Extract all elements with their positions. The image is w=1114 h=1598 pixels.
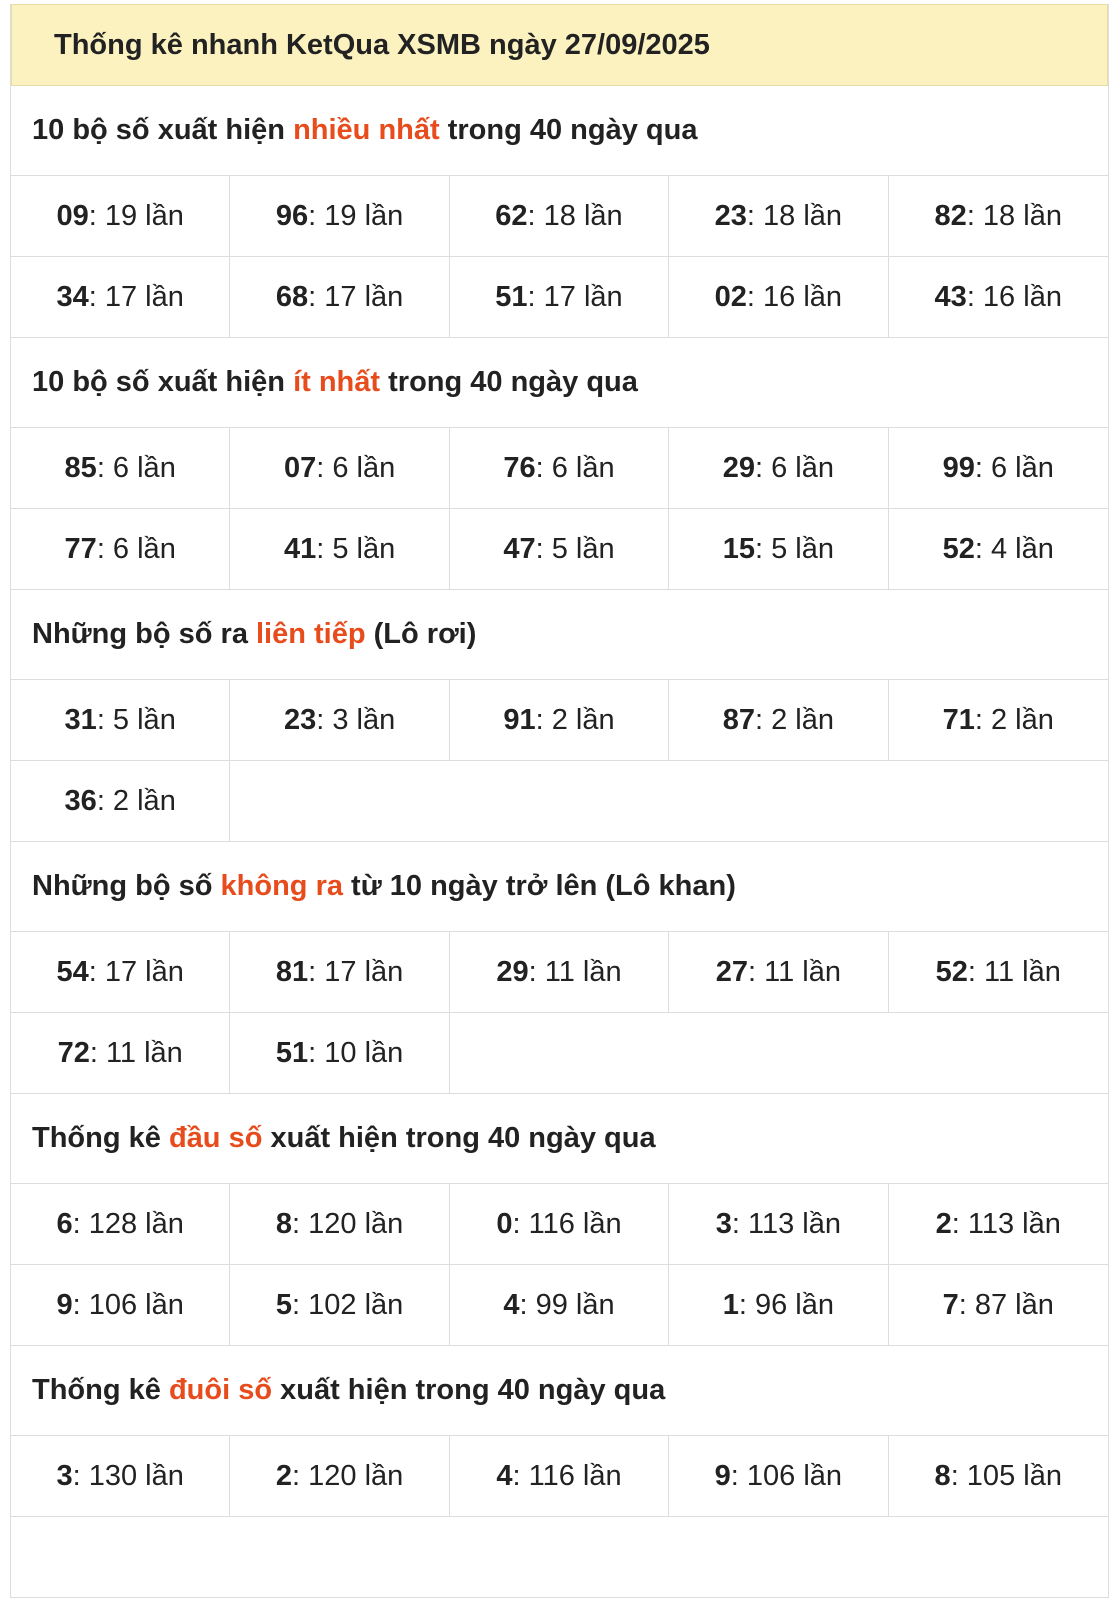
stat-separator: : (512, 1459, 521, 1492)
stat-count: 16 lần (754, 280, 843, 313)
stat-separator: : (731, 1207, 740, 1240)
stat-number: 29 (496, 955, 529, 988)
stat-separator: : (754, 703, 764, 736)
stat-cell (11, 1184, 230, 1264)
section-title (11, 338, 1108, 428)
stat-number: 72 (57, 1036, 90, 1069)
stat-cell (450, 428, 669, 508)
stat-count: 18 lần (974, 199, 1062, 232)
stats-row (11, 1517, 1108, 1598)
stat-separator: : (966, 280, 975, 313)
stat-count: 116 lần (520, 1459, 622, 1492)
stat-number: 91 (503, 703, 536, 736)
stat-count: 106 lần (80, 1288, 184, 1321)
stat-count: 6 lần (543, 451, 615, 484)
stat-cell (450, 680, 669, 760)
stat-cell (230, 428, 449, 508)
stat-count: 17 lần (316, 955, 404, 988)
stat-count: 16 lần (974, 280, 1062, 313)
section-title-text: xuất hiện trong 40 ngày qua (272, 1374, 666, 1406)
stat-count: 106 lần (738, 1459, 843, 1492)
section-title-text: Những bộ số ra (32, 618, 256, 650)
stat-separator: : (730, 1459, 739, 1492)
stat-separator: : (88, 199, 97, 232)
empty-cell (889, 1013, 1108, 1093)
stat-number: 2 (935, 1207, 952, 1240)
empty-cell (11, 1517, 230, 1597)
stat-count: 102 lần (300, 1288, 404, 1321)
stat-separator: : (308, 1036, 317, 1069)
stat-number: 4 (496, 1459, 513, 1492)
stat-count: 18 lần (535, 199, 623, 232)
stat-number: 27 (715, 955, 748, 988)
stat-count: 3 lần (324, 703, 396, 736)
section-title (11, 86, 1108, 176)
section-title-text: xuất hiện trong 40 ngày qua (262, 1122, 656, 1154)
stat-separator: : (974, 532, 983, 565)
stats-row (11, 1013, 1108, 1094)
stat-cell (11, 1436, 230, 1516)
stat-cell (230, 1013, 449, 1093)
stat-cell (230, 680, 449, 760)
stat-separator: : (308, 280, 317, 313)
stat-count: 120 lần (300, 1207, 404, 1240)
stat-count: 19 lần (96, 199, 184, 232)
stat-separator: : (974, 703, 983, 736)
stat-number: 23 (283, 703, 317, 736)
stat-number: 71 (942, 703, 975, 736)
stat-count: 96 lần (746, 1288, 834, 1321)
stat-number: 41 (283, 532, 317, 565)
stat-count: 128 lần (80, 1207, 184, 1240)
stat-count: 6 lần (982, 451, 1054, 484)
stat-count: 5 lần (324, 532, 396, 565)
stat-number: 47 (503, 532, 536, 565)
section-title-text: (Lô rơi) (365, 618, 477, 650)
stat-cell (889, 1265, 1108, 1345)
section-title-text: trong 40 ngày qua (380, 366, 638, 398)
stat-number: 15 (722, 532, 755, 565)
stat-separator: : (72, 1459, 81, 1492)
stat-count: 99 lần (527, 1288, 615, 1321)
stat-cell (450, 257, 669, 337)
stat-number: 51 (495, 280, 528, 313)
stat-cell (450, 1265, 669, 1345)
section-title-highlight: ít nhất (293, 366, 381, 398)
stat-separator: : (292, 1288, 301, 1321)
stat-separator: : (527, 280, 536, 313)
section-title-highlight: liên tiếp (256, 618, 366, 650)
stat-separator: : (316, 532, 325, 565)
stat-cell (230, 1265, 449, 1345)
stat-separator: : (72, 1288, 81, 1321)
section-title-text: 10 bộ số xuất hiện (32, 366, 294, 398)
stat-number: 8 (275, 1207, 293, 1240)
stat-cell (11, 176, 230, 256)
stat-count: 17 lần (96, 280, 184, 313)
stat-number: 2 (275, 1459, 293, 1492)
stat-count: 130 lần (80, 1459, 184, 1492)
stat-number: 87 (722, 703, 755, 736)
stat-separator: : (746, 199, 755, 232)
stat-separator: : (754, 451, 764, 484)
stat-number: 43 (934, 280, 967, 313)
stat-separator: : (308, 199, 317, 232)
stat-count: 4 lần (982, 532, 1054, 565)
stat-cell (889, 680, 1108, 760)
section-title (11, 1094, 1108, 1184)
stat-count: 6 lần (104, 532, 176, 565)
section-title-text: từ 10 ngày trở lên (Lô khan) (343, 870, 736, 902)
stat-cell (669, 1436, 888, 1516)
stat-separator: : (96, 784, 105, 817)
stat-cell (11, 1013, 230, 1093)
stat-count: 105 lần (958, 1459, 1062, 1492)
stats-row (11, 1265, 1108, 1346)
stat-cell (230, 1436, 449, 1516)
stat-count: 6 lần (324, 451, 396, 484)
stat-cell (669, 680, 888, 760)
stat-cell (11, 761, 230, 841)
stat-number: 29 (722, 451, 755, 484)
stat-cell (889, 1184, 1108, 1264)
stat-cell (11, 680, 230, 760)
stat-number: 7 (942, 1288, 959, 1321)
stats-row (11, 509, 1108, 590)
stat-number: 6 (56, 1207, 73, 1240)
stat-separator: : (292, 1459, 301, 1492)
section-title-highlight: đuôi số (168, 1374, 273, 1406)
stat-cell (230, 509, 449, 589)
stat-number: 52 (935, 955, 968, 988)
sections-container (11, 86, 1108, 1598)
stat-number: 9 (56, 1288, 73, 1321)
stat-separator: : (89, 1036, 98, 1069)
stat-cell (11, 509, 230, 589)
stat-separator: : (88, 280, 97, 313)
stat-separator: : (72, 1207, 81, 1240)
stats-row (11, 257, 1108, 338)
stat-number: 77 (64, 532, 97, 565)
stat-separator: : (535, 451, 544, 484)
stat-separator: : (535, 532, 544, 565)
panel-header (11, 4, 1108, 86)
stat-cell (230, 932, 449, 1012)
stat-count: 2 lần (104, 784, 176, 817)
stat-number: 82 (934, 199, 967, 232)
stat-number: 51 (275, 1036, 309, 1069)
stat-separator: : (748, 955, 757, 988)
stat-separator: : (528, 955, 537, 988)
stat-cell (669, 1184, 888, 1264)
empty-cell (889, 761, 1108, 841)
section-title-text: Những bộ số (32, 870, 221, 902)
stat-separator: : (535, 703, 544, 736)
empty-cell (230, 761, 449, 841)
stat-separator: : (316, 703, 325, 736)
stat-separator: : (512, 1207, 521, 1240)
stat-separator: : (966, 199, 975, 232)
stats-row (11, 761, 1108, 842)
stat-cell (450, 1436, 669, 1516)
stat-cell (230, 257, 449, 337)
stat-cell (889, 428, 1108, 508)
stat-count: 6 lần (763, 451, 834, 484)
section-title (11, 842, 1108, 932)
stat-count: 11 lần (975, 955, 1061, 988)
stat-separator: : (308, 955, 317, 988)
stat-cell (11, 1265, 230, 1345)
section-title (11, 590, 1108, 680)
stat-number: 96 (275, 199, 309, 232)
empty-cell (669, 1013, 888, 1093)
stat-cell (230, 1184, 449, 1264)
stat-number: 0 (496, 1207, 513, 1240)
stat-count: 87 lần (966, 1288, 1054, 1321)
stats-row (11, 680, 1108, 761)
stat-number: 68 (275, 280, 309, 313)
stat-count: 10 lần (316, 1036, 404, 1069)
stat-cell (669, 176, 888, 256)
stat-number: 1 (722, 1288, 739, 1321)
stat-number: 4 (503, 1288, 520, 1321)
stat-number: 3 (715, 1207, 732, 1240)
stat-number: 31 (64, 703, 97, 736)
stat-number: 07 (283, 451, 317, 484)
stats-row (11, 1436, 1108, 1517)
stat-cell (889, 509, 1108, 589)
stat-count: 116 lần (520, 1207, 622, 1240)
stat-cell (889, 1436, 1108, 1516)
stat-separator: : (967, 955, 976, 988)
stats-row (11, 932, 1108, 1013)
stat-count: 11 lần (536, 955, 622, 988)
stat-cell (450, 932, 669, 1012)
stat-count: 19 lần (316, 199, 404, 232)
stat-count: 2 lần (763, 703, 834, 736)
section-title-text: 10 bộ số xuất hiện (32, 114, 294, 146)
stat-cell (11, 428, 230, 508)
stat-number: 8 (934, 1459, 951, 1492)
stat-separator: : (950, 1459, 959, 1492)
stat-number: 02 (714, 280, 747, 313)
empty-cell (669, 761, 888, 841)
stat-cell (11, 257, 230, 337)
stat-cell (889, 176, 1108, 256)
stat-cell (230, 176, 449, 256)
stat-number: 09 (56, 199, 89, 232)
stat-count: 6 lần (104, 451, 176, 484)
stat-count: 2 lần (543, 703, 615, 736)
section-title-highlight: không ra (220, 870, 343, 902)
stat-number: 81 (275, 955, 309, 988)
stat-count: 113 lần (959, 1207, 1061, 1240)
section-title (11, 1346, 1108, 1436)
stat-count: 120 lần (300, 1459, 404, 1492)
stat-cell (450, 509, 669, 589)
stat-number: 34 (56, 280, 89, 313)
stat-separator: : (951, 1207, 960, 1240)
stat-cell (669, 1265, 888, 1345)
stat-separator: : (746, 280, 755, 313)
stat-separator: : (96, 703, 105, 736)
stats-panel (10, 4, 1109, 1598)
stat-count: 17 lần (535, 280, 623, 313)
stat-cell (669, 932, 888, 1012)
stat-count: 17 lần (96, 955, 184, 988)
empty-cell (230, 1517, 449, 1597)
stat-number: 76 (503, 451, 536, 484)
stat-separator: : (738, 1288, 747, 1321)
stat-separator: : (88, 955, 97, 988)
stat-count: 5 lần (104, 703, 176, 736)
stat-count: 113 lần (739, 1207, 841, 1240)
stat-number: 99 (942, 451, 975, 484)
section-title-text: Thống kê (32, 1374, 169, 1406)
empty-cell (669, 1517, 888, 1597)
stat-separator: : (958, 1288, 967, 1321)
stat-cell (889, 932, 1108, 1012)
empty-cell (450, 1013, 669, 1093)
stats-row (11, 428, 1108, 509)
stat-number: 9 (714, 1459, 731, 1492)
section-title-text: Thống kê (32, 1122, 169, 1154)
stat-count: 2 lần (982, 703, 1054, 736)
stat-count: 11 lần (97, 1036, 183, 1069)
section-title-highlight: nhiều nhất (293, 114, 440, 146)
stat-cell (669, 428, 888, 508)
empty-cell (889, 1517, 1108, 1597)
stat-separator: : (974, 451, 983, 484)
section-title-highlight: đầu số (168, 1122, 263, 1154)
stat-separator: : (527, 199, 536, 232)
stat-number: 52 (942, 532, 975, 565)
stat-number: 36 (64, 784, 97, 817)
stat-cell (669, 257, 888, 337)
section-title-text: trong 40 ngày qua (439, 114, 698, 146)
stat-separator: : (519, 1288, 528, 1321)
stat-separator: : (96, 532, 105, 565)
stat-separator: : (96, 451, 105, 484)
panel-title: Thống kê nhanh KetQua XSMB ngày 27/09/2025 (54, 28, 710, 61)
stat-separator: : (754, 532, 764, 565)
stat-count: 17 lần (316, 280, 404, 313)
stat-number: 3 (56, 1459, 73, 1492)
stat-cell (450, 176, 669, 256)
stat-separator: : (316, 451, 325, 484)
stat-cell (11, 932, 230, 1012)
stat-number: 54 (56, 955, 89, 988)
stat-separator: : (292, 1207, 301, 1240)
stat-number: 62 (495, 199, 528, 232)
stat-cell (669, 509, 888, 589)
empty-cell (450, 761, 669, 841)
empty-cell (450, 1517, 669, 1597)
stat-number: 5 (275, 1288, 293, 1321)
stat-count: 18 lần (754, 199, 843, 232)
stat-cell (889, 257, 1108, 337)
stat-number: 23 (714, 199, 747, 232)
stats-row (11, 1184, 1108, 1265)
stat-count: 5 lần (543, 532, 615, 565)
stats-row (11, 176, 1108, 257)
stat-count: 5 lần (763, 532, 834, 565)
stat-cell (450, 1184, 669, 1264)
stat-number: 85 (64, 451, 97, 484)
stat-count: 11 lần (756, 955, 841, 988)
